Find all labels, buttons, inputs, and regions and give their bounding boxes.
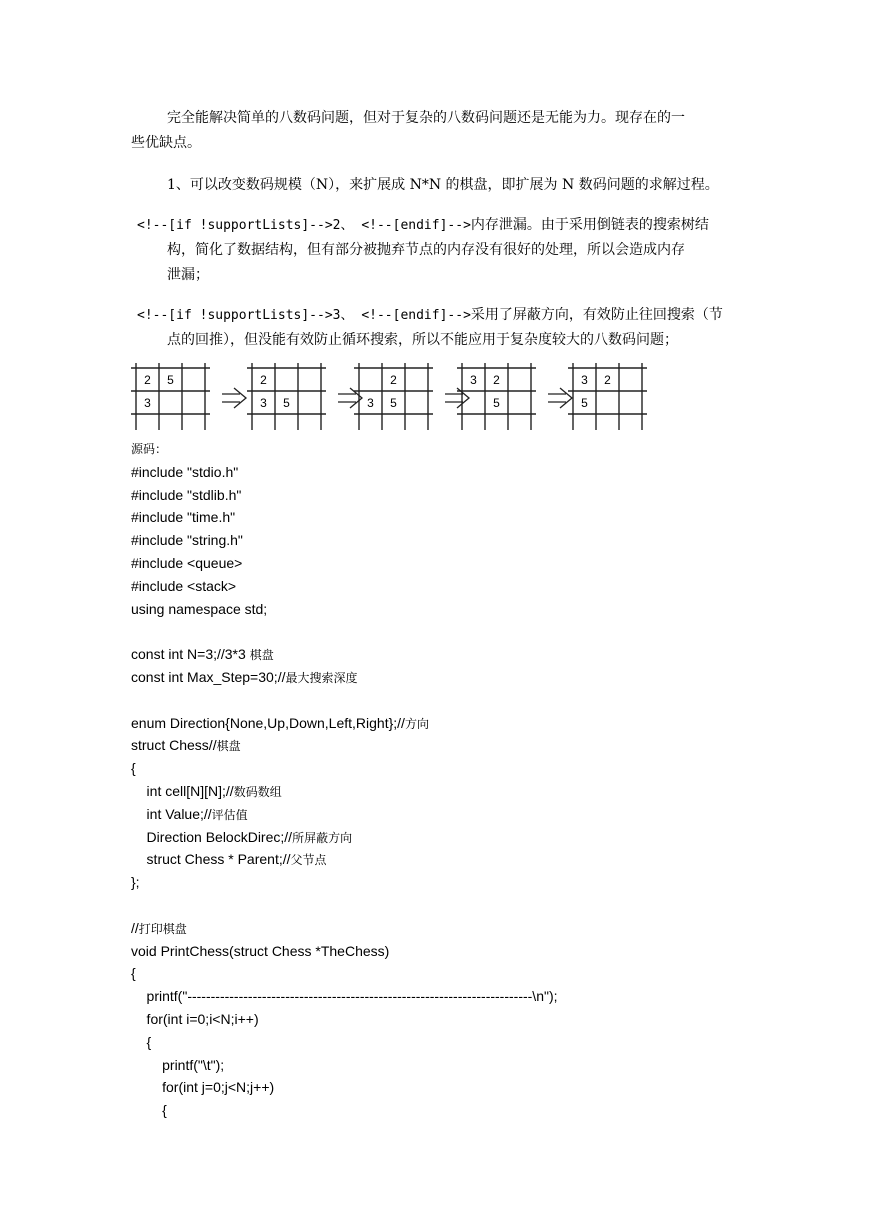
code-line <box>131 780 751 803</box>
code-line <box>131 575 751 598</box>
code-line <box>131 712 751 735</box>
code-line <box>131 666 751 689</box>
code-text: #include "string.h" <box>131 532 243 549</box>
code-text: for(int i=0;i<N;i++) <box>131 1010 259 1027</box>
board-cell: 2 <box>144 373 151 387</box>
board-cell: 2 <box>604 373 611 387</box>
code-text: const int N=3;//3*3 <box>131 646 250 663</box>
code-text: int cell[N][N];// <box>131 782 234 799</box>
point-1-text: 1、可以改变数码规模（N），来扩展成 N*N 的棋盘，即扩展为 N 数码问题的求解过程。 <box>167 177 719 193</box>
code-line <box>131 1008 751 1031</box>
code-line <box>131 620 751 643</box>
code-line <box>131 529 751 552</box>
intro-line-2: 些优缺点。 <box>131 135 201 151</box>
code-text: enum Direction{None,Up,Down,Left,Right};// <box>131 714 405 731</box>
code-comment: 棋盘 <box>249 648 274 663</box>
intro-line-1: 完全能解决简单的八数码问题，但对于复杂的八数码问题还是无能为力。现存在的一 <box>167 110 685 126</box>
code-text: { <box>131 1033 152 1050</box>
code-comment: 最大搜索深度 <box>285 670 358 685</box>
code-line <box>131 484 751 507</box>
code-line <box>131 985 751 1008</box>
board-cell: 3 <box>470 373 477 387</box>
double-arrow-icon <box>222 388 246 408</box>
code-text: { <box>131 1102 167 1119</box>
code-line <box>131 894 751 917</box>
code-text: #include "stdio.h" <box>131 463 239 480</box>
code-comment: 数码数组 <box>233 784 282 799</box>
code-text: int Value;// <box>131 805 212 822</box>
code-text: struct Chess * Parent;// <box>131 851 291 868</box>
point-1 <box>131 173 741 198</box>
board-cell: 5 <box>283 396 290 410</box>
code-comment: 父节点 <box>290 853 327 868</box>
code-line <box>131 757 751 780</box>
board <box>354 363 433 430</box>
point-3-line-2: 点的回推），但没能有效防止循环搜索，所以不能应用于复杂度较大的八数码问题； <box>167 332 678 348</box>
code-text: struct Chess// <box>131 737 217 754</box>
board-cell: 5 <box>581 396 588 410</box>
code-text: }; <box>131 874 140 891</box>
point-2-line-3: 泄漏； <box>167 267 209 283</box>
code-line <box>131 803 751 826</box>
point-3 <box>137 303 741 353</box>
board-cell: 3 <box>144 396 151 410</box>
code-line <box>131 917 751 940</box>
code-comment: 棋盘 <box>216 739 241 754</box>
code-line <box>131 826 751 849</box>
code-line <box>131 871 751 894</box>
code-line <box>131 506 751 529</box>
code-text: { <box>131 965 136 982</box>
board-cell: 5 <box>390 396 397 410</box>
code-text: printf("--------------------------------------------------------------------------\n"); <box>131 988 558 1005</box>
code-line <box>131 734 751 757</box>
code-text: void PrintChess(struct Chess *TheChess) <box>131 942 390 959</box>
code-line <box>131 848 751 871</box>
code-text: printf("\t"); <box>131 1056 225 1073</box>
code-line <box>131 1076 751 1099</box>
board-cell: 3 <box>260 396 267 410</box>
point-2 <box>137 213 741 288</box>
code-line <box>131 962 751 985</box>
board <box>568 363 647 430</box>
board <box>131 363 210 430</box>
code-text: using namespace std; <box>131 600 268 617</box>
point-3-prefix: <!--[if !supportLists]-->3、 <!--[endif]--> <box>137 308 471 323</box>
board <box>457 363 536 430</box>
source-code <box>131 438 751 1122</box>
code-line <box>131 1031 751 1054</box>
code-line <box>131 643 751 666</box>
code-line <box>131 1099 751 1122</box>
code-line <box>131 940 751 963</box>
code-text: Direction BelockDirec;// <box>131 828 293 845</box>
code-lines <box>131 461 751 1122</box>
code-text: // <box>131 919 139 936</box>
code-text: #include "time.h" <box>131 509 236 526</box>
board <box>247 363 326 430</box>
code-comment: 方向 <box>404 716 429 731</box>
board-cell: 5 <box>493 396 500 410</box>
code-line <box>131 1054 751 1077</box>
point-3-line-1: 采用了屏蔽方向，有效防止往回搜索（节 <box>470 307 723 323</box>
code-line <box>131 552 751 575</box>
code-line <box>131 689 751 712</box>
intro-paragraph <box>131 106 741 156</box>
board-cell: 2 <box>260 373 267 387</box>
board-cell: 3 <box>581 373 588 387</box>
code-line <box>131 598 751 621</box>
board-cell: 2 <box>390 373 397 387</box>
point-2-prefix: <!--[if !supportLists]-->2、 <!--[endif]--> <box>137 218 471 233</box>
source-label: 源码： <box>131 442 168 456</box>
code-text: const int Max_Step=30;// <box>131 668 286 685</box>
code-comment: 所屏蔽方向 <box>292 830 353 845</box>
board-cell: 2 <box>493 373 500 387</box>
code-comment: 打印棋盘 <box>138 921 187 936</box>
code-comment: 评估值 <box>211 807 248 822</box>
code-text: #include "stdlib.h" <box>131 486 242 503</box>
code-text: #include <queue> <box>131 554 243 571</box>
point-2-line-1: 内存泄漏。由于采用倒链表的搜索树结 <box>470 217 709 233</box>
board-sequence-figure <box>131 360 651 430</box>
code-text: { <box>131 760 136 777</box>
board-cell: 3 <box>367 396 374 410</box>
code-line <box>131 461 751 484</box>
code-text: #include <stack> <box>131 577 237 594</box>
code-text: for(int j=0;j<N;j++) <box>131 1079 275 1096</box>
board-cell: 5 <box>167 373 174 387</box>
point-2-line-2: 构，简化了数据结构，但有部分被抛弃节点的内存没有很好的处理，所以会造成内存 <box>167 242 685 258</box>
